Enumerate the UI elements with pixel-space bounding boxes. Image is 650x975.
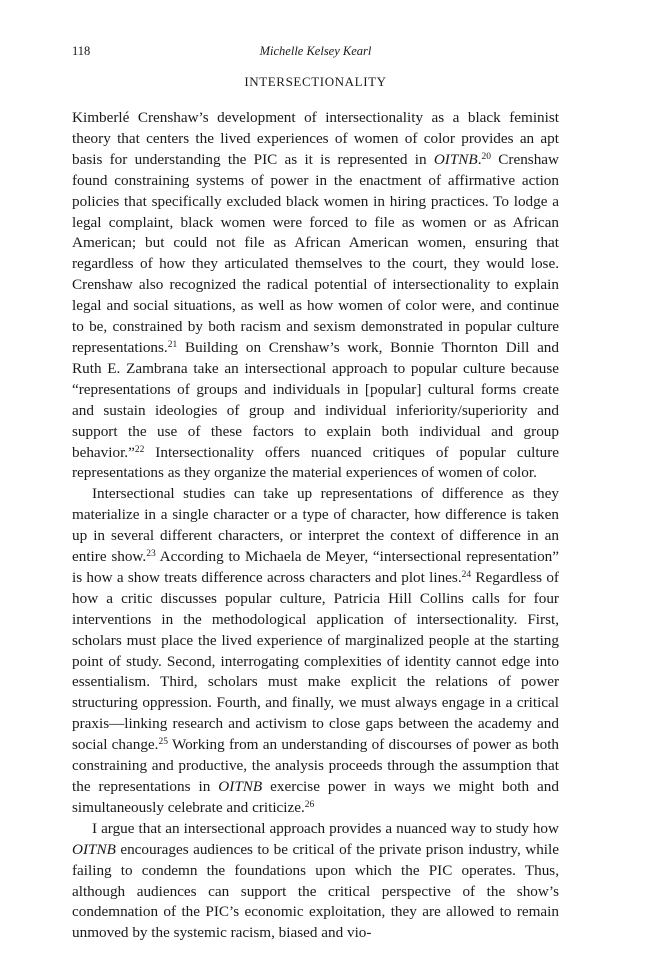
paragraph-text: According to Michaela de Meyer, “intersectional representation” is how a show treats difference across characters and plot lines. — [72, 548, 559, 586]
paragraph-text: Crenshaw found constraining systems of power in the enactment of affirmative action policies that specifically excluded black women in hiring practices. To lodge a legal complaint, black women were forced to file as women or as African American; but could not file as African American women, ensuring that regardless of how they articulated themselves to the court, they would lose. Crenshaw also recognized the radical potential of intersectionality to explain legal and social situations, as well as how women of color were, and continue to be, constrained by both racism and sexism demonstrated in popular culture representations. — [72, 150, 559, 356]
paragraph-text: Working from an understanding of discourses of power as both constraining and productive, the analysis proceeds through the assumption that the representations in — [72, 736, 560, 795]
paragraph-text: I argue that an intersectional approach provides a nuanced way to study how — [92, 819, 559, 837]
body-paragraph — [72, 819, 559, 944]
book-page — [72, 44, 559, 944]
body-paragraph — [72, 484, 559, 819]
paragraph-text: encourages audiences to be critical of the private prison industry, while failing to condemn the foundations upon which the PIC operates. Thus, although audiences can support the critical perspective of the show’s condemnation of the PIC’s economic exploitation, they are allowed to remain unmoved by the systemic racism, biased and vio- — [72, 840, 559, 942]
paragraph-text: Kimberlé Crenshaw’s development of intersectionality as a black feminist theory that centers the lived experiences of women of color provides an apt basis for understanding the PIC as it is represented in — [72, 109, 559, 168]
footnote-marker: 26 — [304, 799, 315, 810]
paragraph-text: Building on Crenshaw’s work, Bonnie Thornton Dill and Ruth E. Zambrana take an intersectional approach to popular culture because “representations of groups and individuals in [popular] cultural forms create and sustain ideologies of group and individual inferiority/superiority and support the use of these factors to explain both individual and group behavior.” — [72, 338, 559, 461]
italic-title-text: OITNB — [72, 840, 116, 858]
paragraph-text: exercise power in ways we might both and simultaneously celebrate and criticize. — [72, 778, 559, 816]
footnote-marker: 22 — [134, 444, 145, 455]
footnote-marker: 21 — [167, 339, 178, 350]
page-number: 118 — [72, 44, 91, 58]
italic-title-text: OITNB — [218, 778, 263, 795]
footnote-marker: 20 — [481, 151, 492, 162]
paragraph-text: Intersectionality offers nuanced critiques of popular culture representations as they organize the material experiences of women of color. — [72, 443, 559, 482]
footnote-marker: 23 — [146, 549, 156, 560]
running-header — [72, 44, 559, 64]
footnote-marker: 25 — [158, 737, 168, 748]
paragraph-text: Intersectional studies can take up representations of difference as they materialize in a single character or a type of character, how difference is taken up in several different characters, or interpret the context of difference in an entire show. — [72, 485, 559, 566]
footnote-marker: 24 — [461, 569, 472, 580]
body-text — [72, 108, 559, 944]
section-heading: INTERSECTIONALITY — [244, 74, 387, 89]
italic-title-text: OITNB — [433, 150, 478, 168]
running-title-author: Michelle Kelsey Kearl — [259, 44, 372, 58]
paragraph-text: Regardless of how a critic discusses popular culture, Patricia Hill Collins calls for four interventions in the methodological application of intersectionality. First, scholars must place the lived experience of marginalized people at the starting point of study. Second, interrogating complexities of identity cannot edge into essentialism. Third, scholars must make explicit the relations of power structuring oppression. Fourth, and finally, we must always engage in a critical praxis—linking research and activism to close gaps between the academy and social change. — [72, 568, 559, 754]
body-paragraph — [72, 108, 559, 484]
paragraph-text: . — [477, 150, 482, 168]
